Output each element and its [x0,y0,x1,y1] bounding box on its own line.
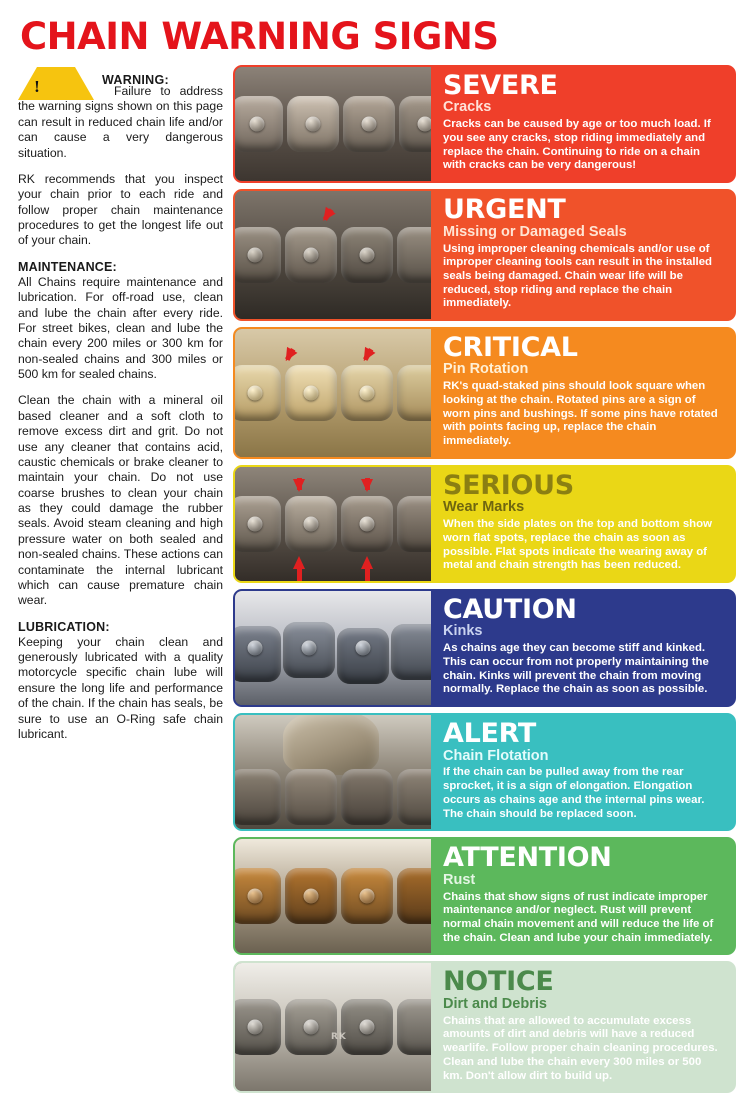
panel-text [431,715,734,829]
lubrication-paragraph: Keeping your chain clean and generously lubricated with a quality motorcycle specific chain lube will ensure the long life and performance of the chain. If the chain has seals, be sure to use an O-Ring safe chain lubricant. [18,634,223,741]
red-arrow-icon [359,347,376,364]
chain-rust-photo [235,839,431,953]
warning-panel-urgent [233,189,736,321]
chain-damaged-seals-photo [235,191,431,319]
panel-description: When the side plates on the top and bottom show worn flat spots, replace the chain as soon as possible. Flat spots indicate the wearing away of metal and chain strength has been reduced. [443,518,712,572]
panel-text [431,963,734,1091]
panel-subtitle: Pin Rotation [443,361,529,378]
panel-text [431,67,734,181]
warning-panel-list [233,65,736,1093]
red-arrow-icon [281,347,298,364]
warning-panel-serious [233,465,736,583]
panel-description: If the chain can be pulled away from the rear sprocket, it is a sign of elongation. Elongation occurs as chains age and the internal pins wear. The chain should be replaced soon. [443,766,705,820]
panel-level: CRITICAL [443,331,578,363]
panel-subtitle: Rust [443,871,476,888]
red-arrow-icon [293,479,305,492]
warning-panel-alert [233,713,736,831]
panel-level: URGENT [443,194,566,226]
panel-description: RK's quad-staked pins should look square when looking at the chain. Rotated pins are a sign of worn pins and bushings. If some pins have rotated with points facing up, replace the chain immediately. [443,380,718,448]
panel-subtitle: Wear Marks [443,499,525,516]
warning-label: WARNING: [102,73,169,87]
panel-description: Chains that show signs of rust indicate improper maintenance and/or neglect. Rust will prevent normal chain movement and will reduce the life of the chain. Clean and lube your chain immediately. [443,890,714,944]
panel-text [431,329,734,457]
panel-subtitle: Kinks [443,623,483,640]
warning-panel-attention [233,837,736,955]
chain-kinks-photo [235,591,431,705]
panel-level: NOTICE [443,966,554,998]
panel-level: ATTENTION [443,842,612,874]
chain-dirt-debris-photo: RK [235,963,431,1091]
warning-triangle-icon [18,67,94,100]
panel-description: Chains that are allowed to accumulate excess amounts of dirt and debris will have a reduced wearlife. Follow proper chain cleaning procedures. Clean and lube the chain every 300 miles or 500 km. Don't allow dirt to build up. [443,1014,718,1082]
red-arrow-icon [361,556,373,569]
maintenance-paragraph-1: All Chains require maintenance and lubrication. For off-road use, clean and lube the chain after every ride. For street bikes, clean and lube the chain every 200 miles or 300 km for non-sealed chains and 300 miles or 500 km for sealed chains. [18,274,223,381]
panel-level: ALERT [443,718,537,750]
panel-subtitle: Chain Flotation [443,747,549,764]
page-title: CHAIN WARNING SIGNS [20,15,499,58]
panel-subtitle: Missing or Damaged Seals [443,223,627,240]
maintenance-heading: MAINTENANCE: [18,259,117,274]
chain-flotation-photo [235,715,431,829]
content-wrapper [18,65,736,1093]
warning-panel-caution [233,589,736,707]
red-arrow-icon [293,556,305,569]
recommendation-paragraph: RK recommends that you inspect your chain prior to each ride and follow proper chain maintenance procedures to get the longest life out of your chain. [18,171,223,248]
panel-description: Cracks can be caused by age or too much load. If you see any cracks, stop riding immediately and replace the chain. Continuing to ride on a chain with cracks can be very dangerous! [443,118,711,172]
left-text-column [18,65,233,753]
panel-level: CAUTION [443,593,577,625]
panel-text [431,591,734,705]
chain-cracks-photo [235,67,431,181]
panel-description: Using improper cleaning chemicals and/or use of improper cleaning tools can result in the installed seals being damaged. Chain wear life will be reduced, stop riding and replace the chain immediately. [443,242,712,310]
panel-text [431,467,734,581]
red-arrow-icon [318,207,335,225]
panel-description: As chains age they can become stiff and kinked. This can occur from not properly maintaining the chain. Kinks will prevent the chain from moving normally. Replace the chain as soon as possible. [443,642,709,696]
panel-text [431,839,734,953]
hand-cloth [283,715,379,775]
panel-level: SEVERE [443,70,558,101]
warning-panel-notice [233,961,736,1093]
warning-panel-critical [233,327,736,459]
maintenance-paragraph-2: Clean the chain with a mineral oil based cleaner and a soft cloth to remove excess dirt and grit. Do not use any cleaner that contains acid, caustic chemicals or brake cleaner to maintain your chain. Do not use coarse brushes to clean your chain as they could damage the rubber seals. Avoid steam cleaning and high pressure water on both sealed and non-sealed chains. These actions can contaminate the internal lubricant which can cause premature chain wear. [18,393,223,608]
chain-wear-marks-photo [235,467,431,581]
panel-subtitle: Cracks [443,99,492,116]
red-arrow-icon [361,479,373,492]
warning-paragraph: Failure to address the warning signs shown on this page can result in reduced chain life and/or can cause a very dangerous situation. [18,84,223,160]
panel-text [431,191,734,319]
lubrication-heading: LUBRICATION: [18,619,110,634]
chain-pin-rotation-photo [235,329,431,457]
warning-panel-severe [233,65,736,183]
panel-level: SERIOUS [443,469,574,501]
panel-subtitle: Dirt and Debris [443,995,547,1012]
